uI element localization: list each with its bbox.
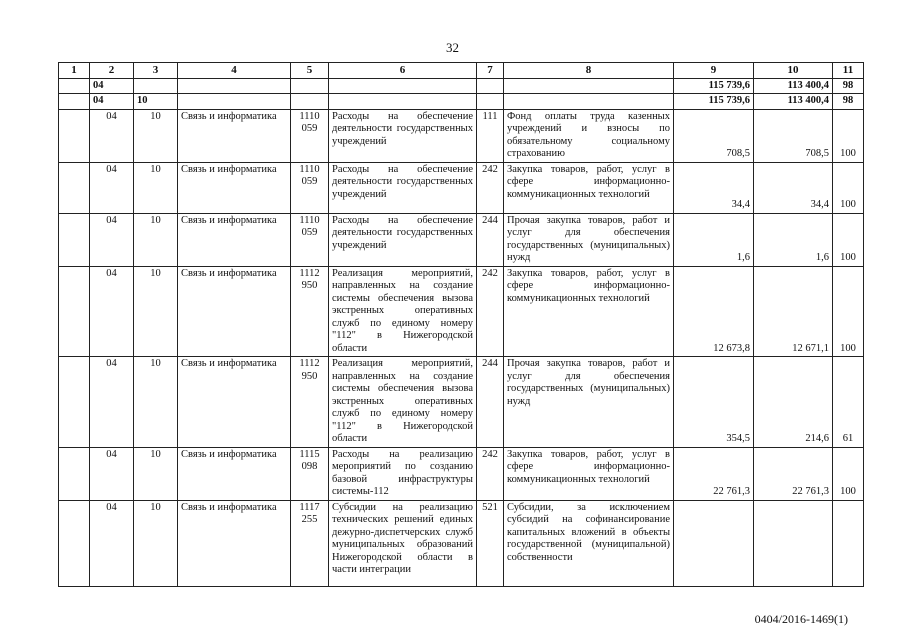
section-code: 04 [90, 266, 134, 357]
plan-amount: 115 739,6 [674, 94, 754, 110]
plan-amount [674, 500, 754, 586]
target-article-code: 1117 255 [291, 500, 329, 586]
target-article-name: Расходы на обеспечение деятельности государственных учреждений [329, 109, 477, 162]
actual-amount: 34,4 [754, 162, 833, 213]
expense-type-code: 521 [477, 500, 504, 586]
execution-percent [833, 500, 864, 586]
expense-type-name: Прочая закупка товаров, работ и услуг для обеспечения государственных (муниципальных) нужд [504, 357, 674, 448]
execution-percent: 61 [833, 357, 864, 448]
plan-amount: 1,6 [674, 213, 754, 266]
target-article-code: 1115 098 [291, 447, 329, 500]
target-article-name: Реализация мероприятий, направленных на создание системы обеспечения вызова экстренных оперативных служб по единому номеру "112" в Нижегородской области [329, 266, 477, 357]
target-article-code: 1110 059 [291, 109, 329, 162]
column-number: 7 [477, 63, 504, 79]
target-article-name: Расходы на обеспечение деятельности государственных учреждений [329, 213, 477, 266]
target-article-name: Субсидии на реализацию технических решений единых дежурно-диспетчерских служб муниципальных образований Нижегородской области в части интеграции [329, 500, 477, 586]
table-row [59, 213, 864, 266]
execution-percent: 100 [833, 162, 864, 213]
column-number-row [59, 63, 864, 79]
column-number: 2 [90, 63, 134, 79]
plan-amount: 12 673,8 [674, 266, 754, 357]
actual-amount: 214,6 [754, 357, 833, 448]
table-row [59, 357, 864, 448]
target-article-code: 1110 059 [291, 213, 329, 266]
section-total-row [59, 78, 864, 94]
expense-type-name: Прочая закупка товаров, работ и услуг для обеспечения государственных (муниципальных) нужд [504, 213, 674, 266]
subsection-code [134, 78, 178, 94]
subsection-code: 10 [134, 109, 178, 162]
column-number: 6 [329, 63, 477, 79]
actual-amount: 708,5 [754, 109, 833, 162]
execution-percent: 100 [833, 266, 864, 357]
execution-percent: 98 [833, 94, 864, 110]
section-code: 04 [90, 162, 134, 213]
section-name: Связь и информатика [178, 500, 291, 586]
column-number: 11 [833, 63, 864, 79]
expense-type-name: Субсидии, за исключением субсидий на софинансирование капитальных вложений в объекты государственной (муниципальной) собственности [504, 500, 674, 586]
column-number: 1 [59, 63, 90, 79]
execution-percent: 98 [833, 78, 864, 94]
subsection-code: 10 [134, 162, 178, 213]
column-number: 10 [754, 63, 833, 79]
plan-amount: 34,4 [674, 162, 754, 213]
section-code: 04 [90, 213, 134, 266]
actual-amount: 1,6 [754, 213, 833, 266]
table-row [59, 109, 864, 162]
expense-type-code: 242 [477, 162, 504, 213]
section-name: Связь и информатика [178, 213, 291, 266]
column-number: 5 [291, 63, 329, 79]
expense-type-code: 242 [477, 266, 504, 357]
expense-type-code: 244 [477, 213, 504, 266]
target-article-name: Реализация мероприятий, направленных на создание системы обеспечения вызова экстренных оперативных служб по единому номеру "112" в Нижегородской области [329, 357, 477, 448]
target-article-code: 1112 950 [291, 266, 329, 357]
actual-amount: 113 400,4 [754, 78, 833, 94]
table-row [59, 266, 864, 357]
section-code: 04 [90, 357, 134, 448]
target-article-name: Расходы на обеспечение деятельности государственных учреждений [329, 162, 477, 213]
section-name: Связь и информатика [178, 109, 291, 162]
column-number: 4 [178, 63, 291, 79]
plan-amount: 708,5 [674, 109, 754, 162]
subsection-code: 10 [134, 266, 178, 357]
plan-amount: 354,5 [674, 357, 754, 448]
subsection-total-row [59, 94, 864, 110]
table-row [59, 162, 864, 213]
actual-amount [754, 500, 833, 586]
column-number: 3 [134, 63, 178, 79]
section-name: Связь и информатика [178, 266, 291, 357]
section-name: Связь и информатика [178, 162, 291, 213]
section-name: Связь и информатика [178, 447, 291, 500]
column-number: 8 [504, 63, 674, 79]
column-number: 9 [674, 63, 754, 79]
plan-amount: 115 739,6 [674, 78, 754, 94]
page-number: 32 [446, 40, 459, 55]
execution-percent: 100 [833, 213, 864, 266]
expense-type-code: 242 [477, 447, 504, 500]
subsection-code: 10 [134, 500, 178, 586]
expense-type-name: Фонд оплаты труда казенных учреждений и взносы по обязательному социальному страхованию [504, 109, 674, 162]
expense-type-name: Закупка товаров, работ, услуг в сфере информационно-коммуникационных технологий [504, 162, 674, 213]
section-code: 04 [90, 94, 134, 110]
section-code: 04 [90, 109, 134, 162]
expense-type-code: 244 [477, 357, 504, 448]
expense-type-name: Закупка товаров, работ, услуг в сфере информационно-коммуникационных технологий [504, 266, 674, 357]
subsection-code: 10 [134, 447, 178, 500]
actual-amount: 113 400,4 [754, 94, 833, 110]
section-code: 04 [90, 500, 134, 586]
target-article-code: 1110 059 [291, 162, 329, 213]
execution-percent: 100 [833, 447, 864, 500]
actual-amount: 12 671,1 [754, 266, 833, 357]
section-code: 04 [90, 447, 134, 500]
subsection-code: 10 [134, 94, 178, 110]
target-article-name: Расходы на реализацию мероприятий по созданию базовой инфраструктуры системы-112 [329, 447, 477, 500]
execution-percent: 100 [833, 109, 864, 162]
plan-amount: 22 761,3 [674, 447, 754, 500]
subsection-code: 10 [134, 213, 178, 266]
budget-table [58, 62, 864, 587]
expense-type-name: Закупка товаров, работ, услуг в сфере информационно-коммуникационных технологий [504, 447, 674, 500]
actual-amount: 22 761,3 [754, 447, 833, 500]
section-code: 04 [90, 78, 134, 94]
subsection-code: 10 [134, 357, 178, 448]
section-name: Связь и информатика [178, 357, 291, 448]
target-article-code: 1112 950 [291, 357, 329, 448]
table-row [59, 447, 864, 500]
table-row [59, 500, 864, 586]
document-code: 0404/2016-1469(1) [754, 612, 848, 626]
expense-type-code: 111 [477, 109, 504, 162]
